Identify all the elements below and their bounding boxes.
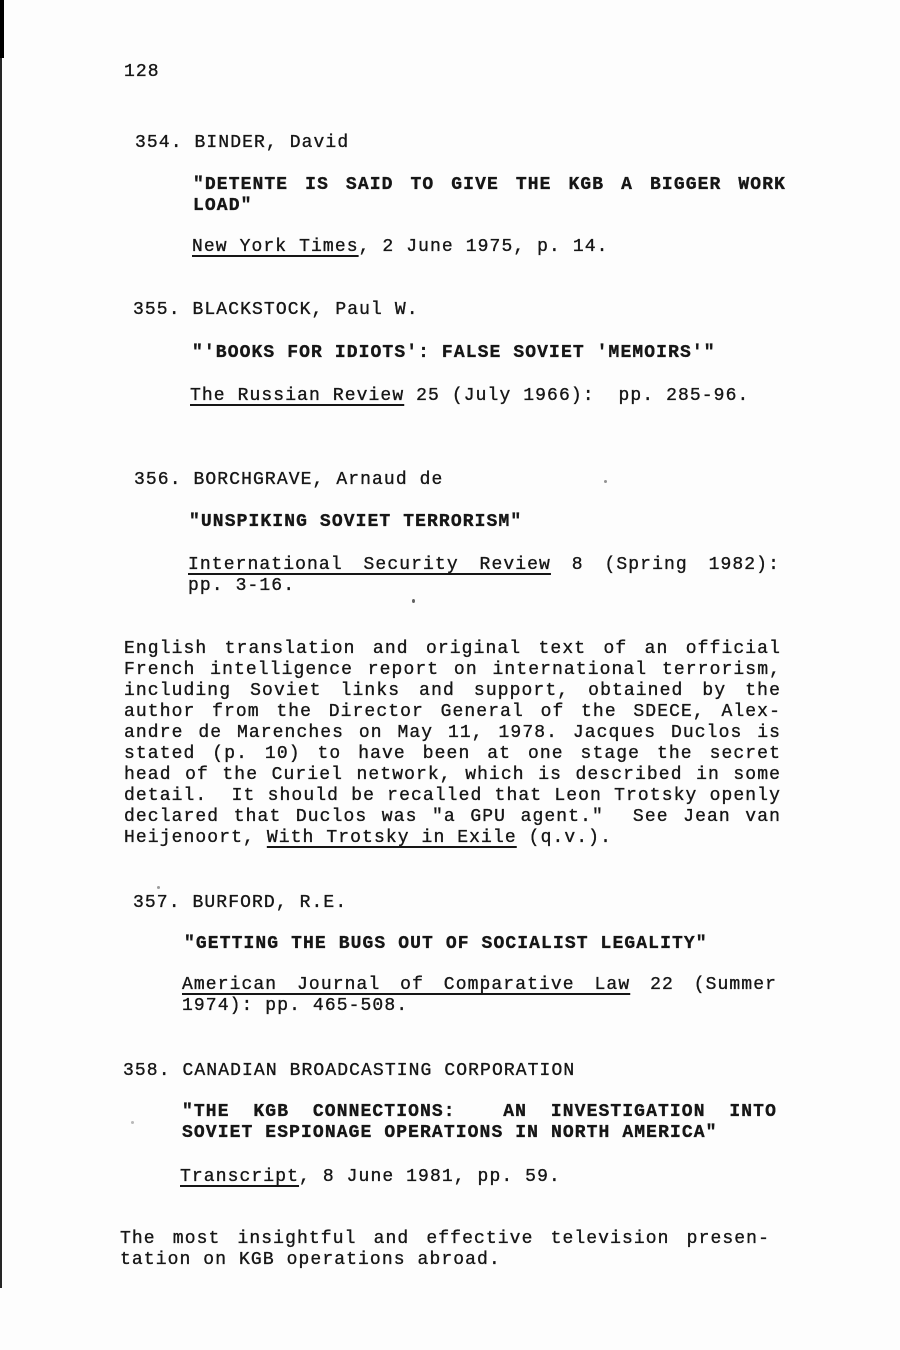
entry-354-citation [192,237,609,258]
entry-356-citation [188,555,780,597]
text-line: SOVIET ESPIONAGE OPERATIONS IN NORTH AMERICA" [182,1123,718,1143]
text-line: "THE KGB CONNECTIONS: AN INVESTIGATION INTO [182,1102,777,1122]
entry-358-author-line: 358. CANADIAN BROADCASTING CORPORATION [123,1061,576,1081]
entry-357-citation [182,975,777,1017]
text-line: "GETTING THE BUGS OUT OF SOCIALIST LEGALITY" [184,934,708,954]
text-line: 1974): pp. 465-508. [182,996,409,1016]
entry-357-author-line: 357. BURFORD, R.E. [133,893,348,913]
text-line: "UNSPIKING SOVIET TERRORISM" [189,512,523,532]
entry-358-title [182,1102,777,1144]
entry-358-annotation [120,1229,770,1271]
text-line: International Security Review 8 (Spring 1982): [188,555,780,575]
entry-357-title [184,934,708,955]
text-line: pp. 3-16. [188,576,296,596]
entry-356-title [189,512,522,533]
scan-corner-artifact [0,0,4,58]
entry-354-author-line: 354. BINDER, David [135,133,350,153]
entry-355-citation [190,386,749,407]
entry-356-author-line: 356. BORCHGRAVE, Arnaud de [134,470,444,490]
text-line: stated (p. 10) to have been at one stage the secret [124,744,781,764]
underlined-text: International Security Review [188,555,551,575]
text-line: head of the Curiel network, which is described in some [124,765,781,785]
text-line: The Russian Review 25 (July 1966): pp. 285-96. [190,386,750,406]
text-line: author from the Director General of the SDECE, Alex- [124,702,781,722]
text-line: andre de Marenches on May 11, 1978. Jacques Duclos is [124,723,781,743]
text-line: "'BOOKS FOR IDIOTS': FALSE SOVIET 'MEMOIRS'" [192,343,716,363]
underlined-text: New York Times [192,237,359,257]
entry-358-citation [180,1167,561,1188]
text-line: declared that Duclos was "a GPU agent." See Jean van [124,807,781,827]
text-line: including Soviet links and support, obtained by the [124,681,781,701]
scan-speck [604,480,607,483]
scan-speck [131,1121,134,1124]
scan-speck [157,886,160,889]
underlined-text: Transcript [180,1167,300,1187]
page-number: 128 [124,62,160,82]
text-line: The most insightful and effective television presen- [120,1229,770,1249]
scan-speck [412,599,415,603]
text-line: LOAD" [193,196,253,216]
underlined-text: With Trotsky in Exile [266,828,517,848]
entry-354-title [193,175,786,217]
text-line: Transcript, 8 June 1981, pp. 59. [180,1167,561,1187]
underlined-text: American Journal of Comparative Law [182,975,631,995]
text-line: French intelligence report on international terrorism, [124,660,781,680]
entry-355-author-line: 355. BLACKSTOCK, Paul W. [133,300,419,320]
text-line: New York Times, 2 June 1975, p. 14. [192,237,609,257]
text-line: English translation and original text of an official [124,639,781,659]
entry-356-annotation [124,639,781,849]
underlined-text: The Russian Review [190,386,405,406]
text-line: Heijenoort, With Trotsky in Exile (q.v.). [124,828,612,848]
text-line: American Journal of Comparative Law 22 (Summer [182,975,778,995]
entry-355-title [192,343,716,364]
scan-left-edge-artifact [0,0,2,1288]
text-line: detail. It should be recalled that Leon Trotsky openly [124,786,781,806]
text-line: tation on KGB operations abroad. [120,1250,501,1270]
text-line: "DETENTE IS SAID TO GIVE THE KGB A BIGGER WORK [193,175,786,195]
